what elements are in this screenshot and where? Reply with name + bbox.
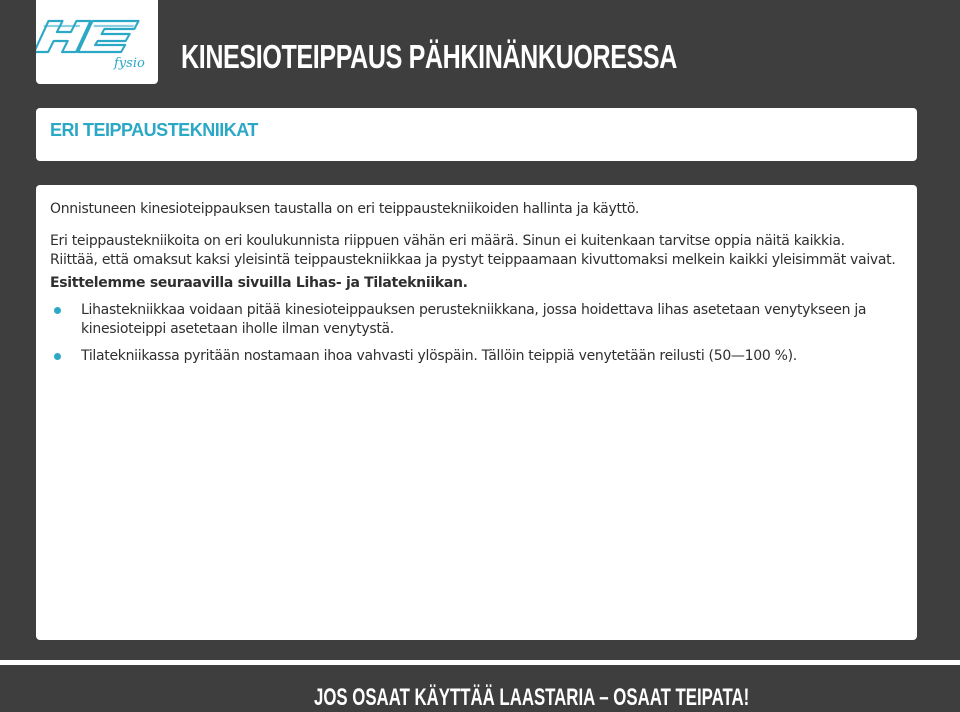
list-item-text: Tilatekniikassa pyritään nostamaan ihoa vahvasti ylöspäin. Tällöin teippiä venytetään reilusti (50—100 %).: [81, 348, 797, 364]
content-panel: [36, 185, 917, 640]
list-item: [50, 347, 900, 366]
technique-list: [50, 301, 900, 366]
page-title: KINESIOTEIPPAUS PÄHKINÄNKUORESSA: [181, 38, 678, 75]
list-item-text: Lihastekniikkaa voidaan pitää kinesioteippauksen perustekniikkana, jossa hoidettava lihas asetetaan venytykseen ja kinesioteippi asetetaan iholle ilman venytystä.: [81, 302, 867, 337]
intro-text: Onnistuneen kinesioteippauksen taustalla on eri teippaustekniikoiden hallinta ja käyttö.: [50, 201, 639, 217]
he-fysio-logo-icon: [36, 0, 158, 84]
footer-divider: [0, 660, 960, 665]
bullet-dot-icon: [54, 307, 61, 314]
logo: [36, 0, 158, 84]
bullet-dot-icon: [54, 353, 61, 360]
svg-text:fysio: fysio: [114, 56, 145, 71]
section-heading: ERI TEIPPAUSTEKNIIKAT: [50, 120, 258, 140]
section-header: [36, 108, 917, 161]
content-body: [50, 200, 900, 374]
list-item: [50, 301, 900, 339]
paragraph-line: Riittää, että omaksut kaksi yleisintä teippaustekniikkaa ja pystyt teippaamaan kivuttomaksi melkein kaikki yleisimmät vaivat.: [50, 252, 896, 268]
emphasis-text: Esittelemme seuraavilla sivuilla Lihas- ja Tilatekniikan.: [50, 275, 468, 291]
paragraph-line: Eri teippaustekniikoita on eri koulukunnista riippuen vähän eri määrä. Sinun ei kuitenkaan tarvitse oppia näitä kaikkia.: [50, 233, 845, 249]
footer-slogan: JOS OSAAT KÄYTTÄÄ LAASTARIA – OSAAT TEIPATA!: [314, 684, 750, 711]
